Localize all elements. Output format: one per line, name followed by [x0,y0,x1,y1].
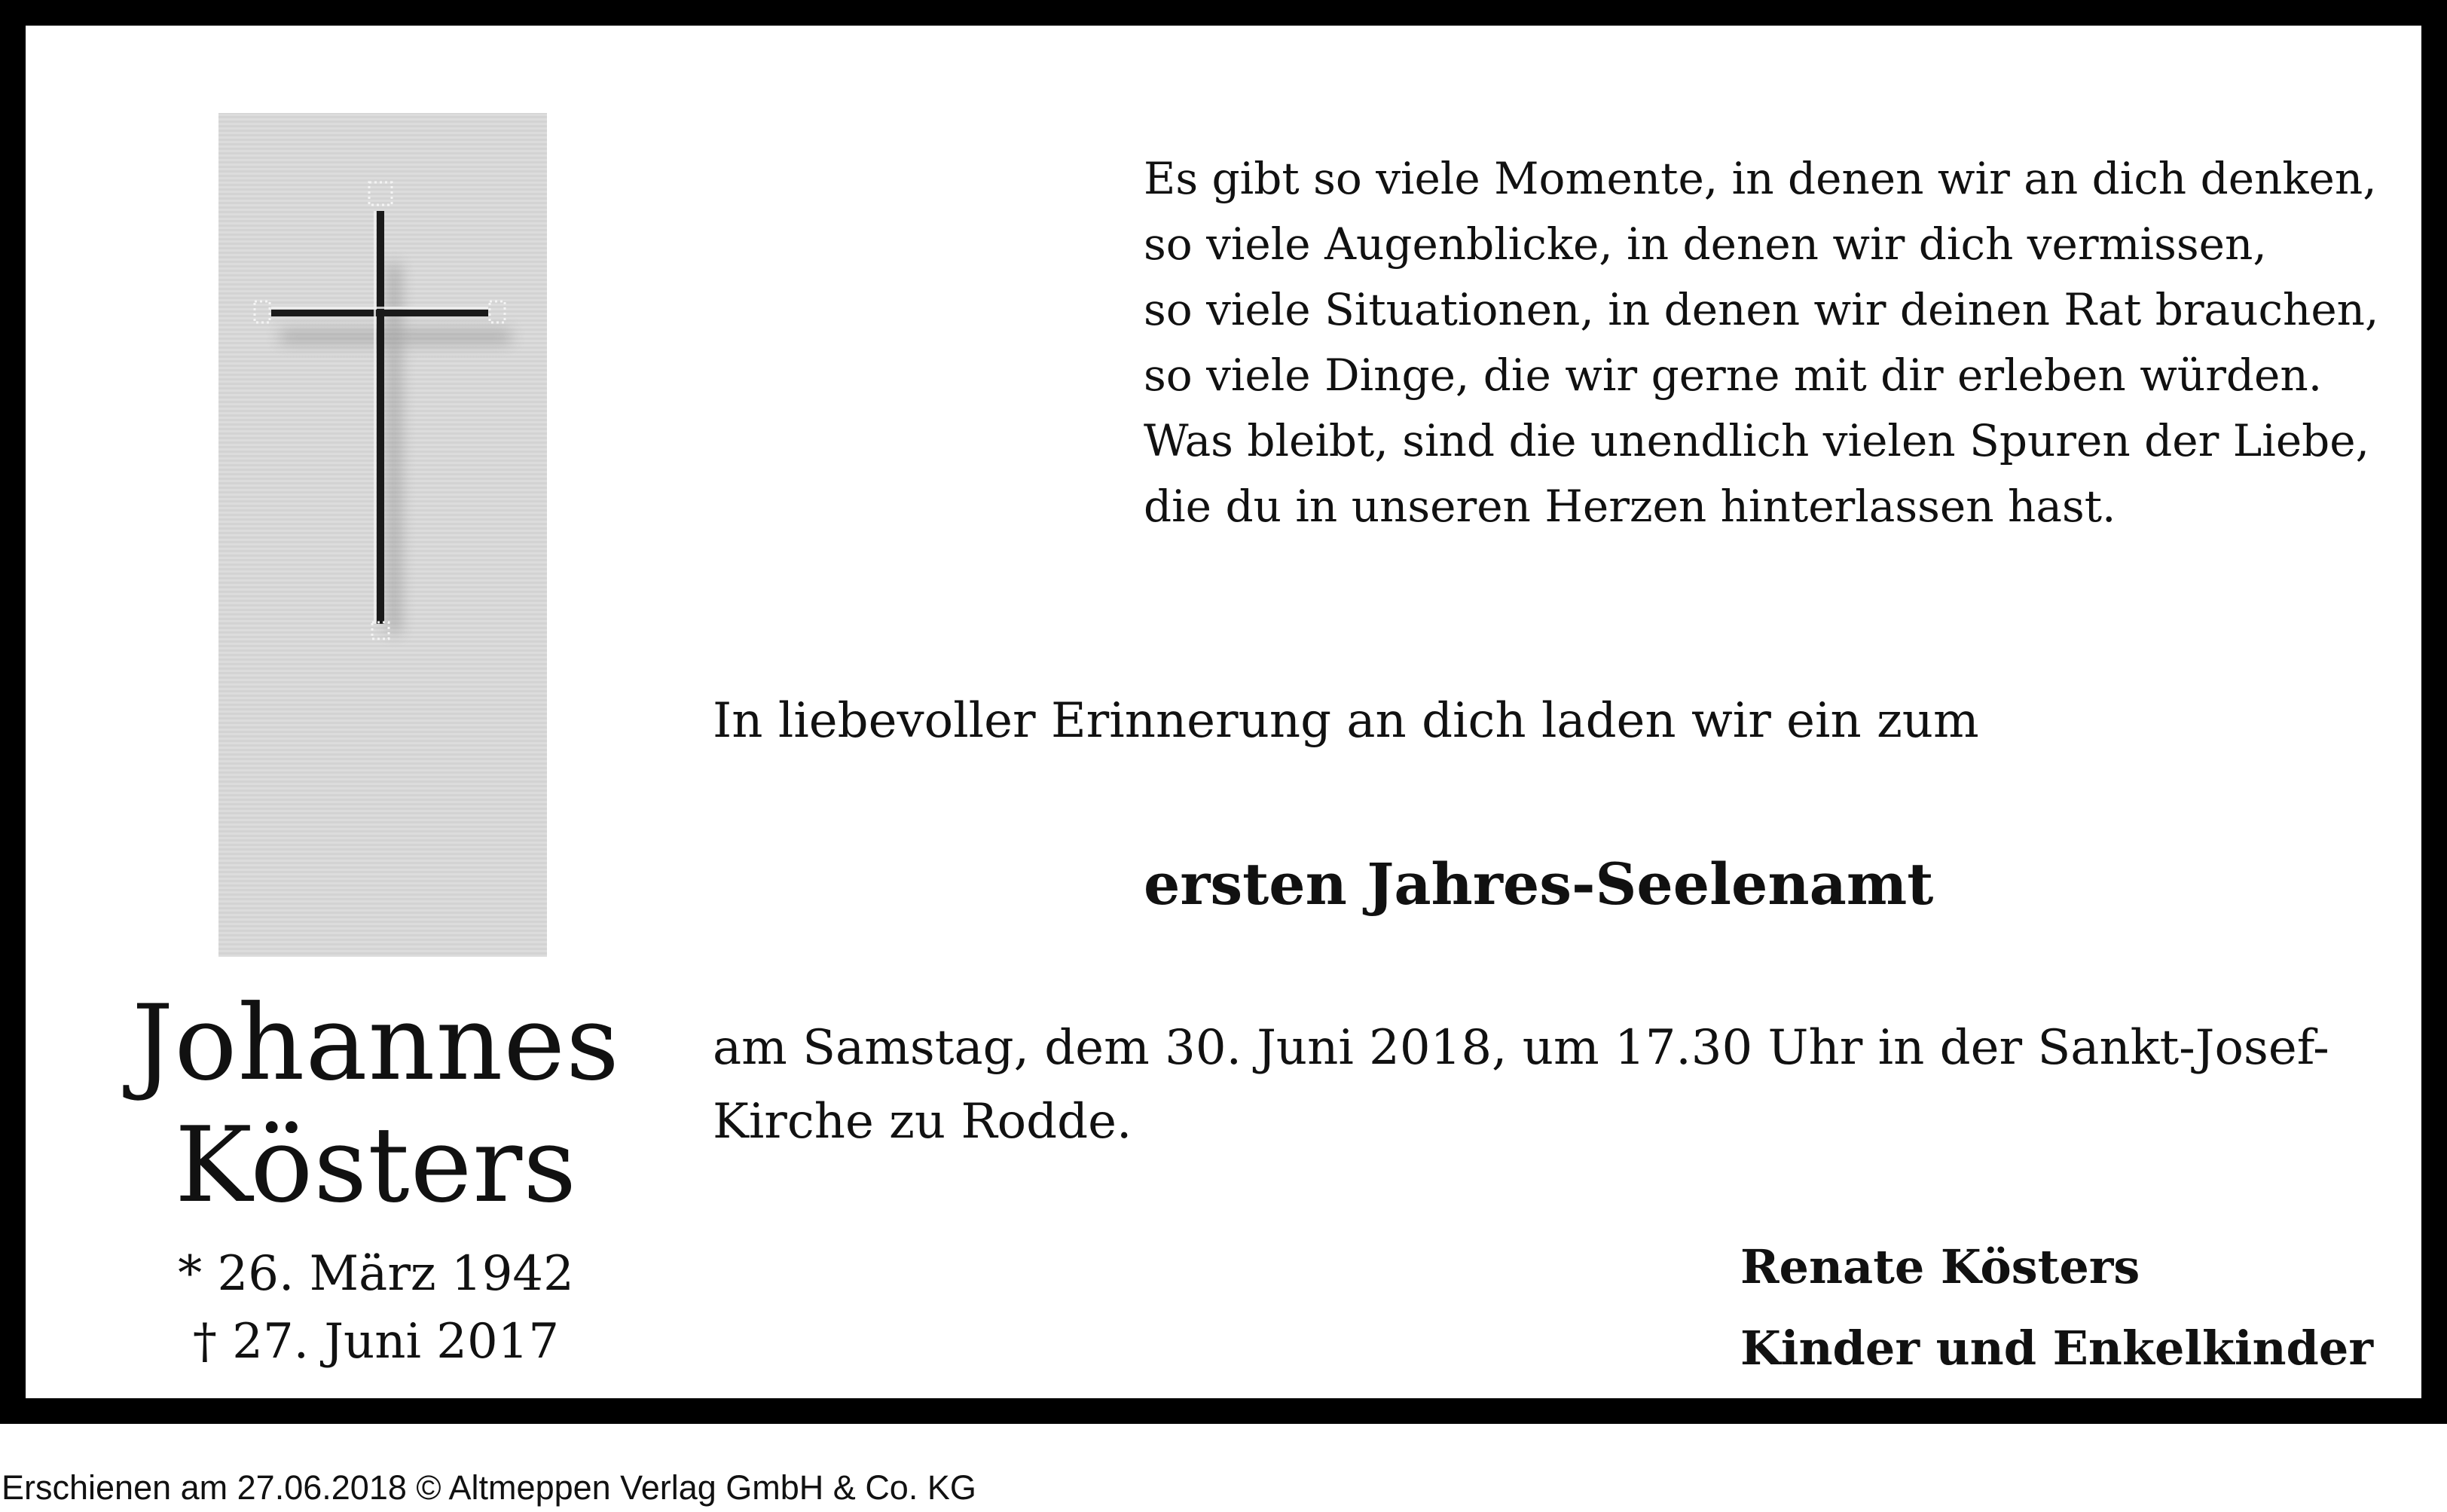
event-title: ersten Jahres-Seelenamt [1144,851,1934,918]
poem-line: Was bleibt, sind die unendlich vielen Spuren der Liebe, [1144,415,2370,466]
cross-image-panel [218,113,547,957]
signature-block [1740,1226,2373,1389]
poem-line: die du in unseren Herzen hinterlassen hast. [1144,481,2116,532]
event-details-line: Kirche zu Rodde. [713,1094,1132,1150]
signature-line: Renate Kösters [1740,1239,2140,1294]
deceased-first-name: Johannes [132,982,620,1104]
death-date: † 27. Juni 2017 [192,1314,560,1370]
birth-date: * 26. März 1942 [178,1246,574,1302]
cross-icon [218,113,547,957]
signature-line: Kinder und Enkelkinder [1740,1321,2373,1376]
deceased-block [56,982,696,1376]
publication-footer: Erschienen am 27.06.2018 © Altmeppen Verlag GmbH & Co. KG [2,1468,976,1507]
deceased-last-name: Kösters [174,1104,578,1226]
poem-block [1144,146,2424,539]
poem-line: Es gibt so viele Momente, in denen wir an dich denken, [1144,153,2377,204]
event-details [713,1011,2370,1159]
poem-line: so viele Situationen, in denen wir deinen Rat brauchen, [1144,284,2379,335]
event-details-line: am Samstag, dem 30. Juni 2018, um 17.30 Uhr in der Sankt-Josef- [713,1020,2329,1076]
poem-line: so viele Augenblicke, in denen wir dich vermissen, [1144,218,2267,270]
invitation-intro: In liebevoller Erinnerung an dich laden wir ein zum [713,693,1979,749]
poem-line: so viele Dinge, die wir gerne mit dir erleben würden. [1144,350,2323,401]
